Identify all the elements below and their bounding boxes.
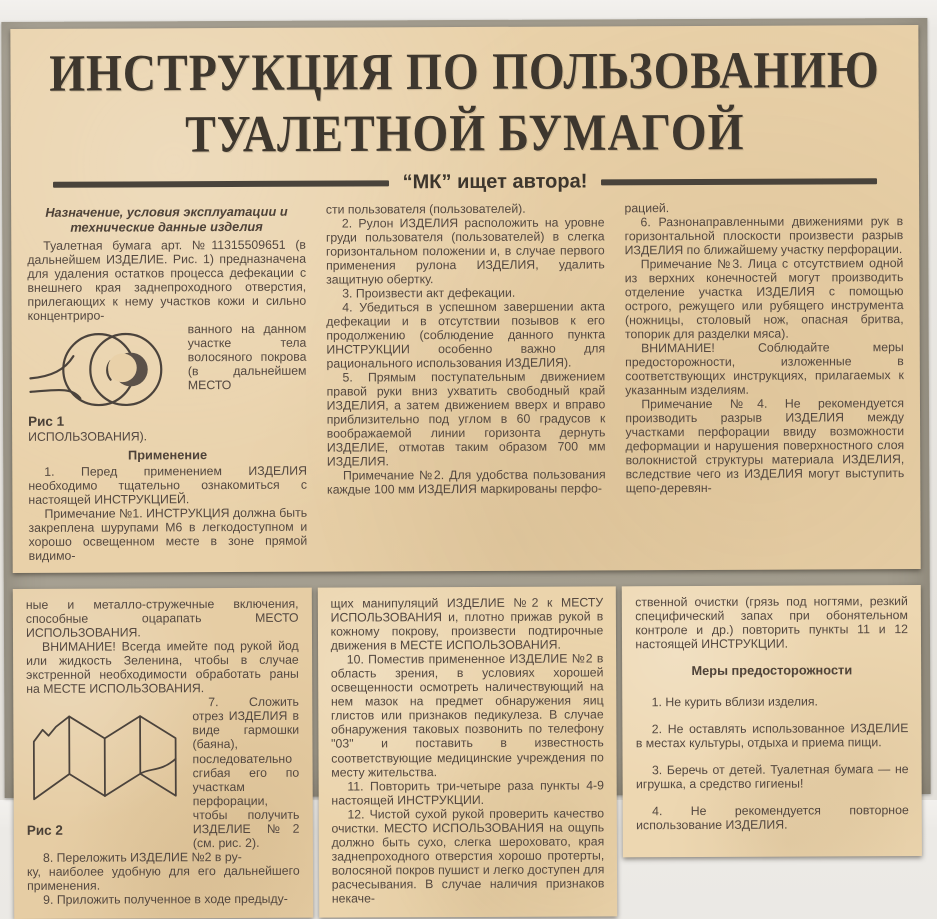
figure-1-label: Рис 1 xyxy=(28,414,65,430)
figure-1 xyxy=(28,325,180,429)
paragraph: ванного на данном участке тела волосяного покрова (в дальнейшем МЕСТО ИСПОЛЬЗОВАНИЯ). xyxy=(28,321,307,444)
paragraph: 3. Произвести акт дефекации. xyxy=(342,285,516,301)
paragraph: 1. Перед применением ИЗДЕЛИЯ необходимо тщательно ознакомиться с настоящей ИНСТРУКЦИЕЙ. xyxy=(28,463,308,508)
paragraph: ВНИМАНИЕ! Соблюдайте меры предосторожности, изложенные в соответствующих инструкциях, прилагаемых к указанным изделиям. xyxy=(625,340,904,398)
paragraph: 4. Не рекомендуется повторное использование ИЗДЕЛИЯ. xyxy=(636,803,909,833)
paragraph: ственной очистки (грязь под ногтями, резкий специфический запах при обонятельном контроле и др.) повторить пункты 11 и 12 настоящей ИНСТРУКЦИИ. xyxy=(635,594,909,652)
top-columns xyxy=(27,200,905,563)
paragraph: рацией. xyxy=(624,201,670,216)
headline-line-1: ИНСТРУКЦИЯ ПО ПОЛЬЗОВАНИЮ xyxy=(49,40,880,103)
paragraph: ВНИМАНИЕ! Всегда имейте под рукой йод или жидкость Зеленина, чтобы в случае экстренной необходимости обработать раны на МЕСТЕ ИСПОЛЬЗОВАНИЯ. xyxy=(26,639,299,697)
paragraph: 11. Повторить три-четыре раза пункты 4-9 настоящей ИНСТРУКЦИИ. xyxy=(331,777,605,808)
paragraph: щих манипуляций ИЗДЕЛИЕ №2 к МЕСТУ ИСПОЛЬЗОВАНИЯ и, плотно прижав рукой в кожному покрову, произвести подтирочные движения в МЕСТЕ ИСПОЛЬЗОВАНИЯ. xyxy=(330,595,604,653)
toilet-roll-figure-icon xyxy=(28,325,180,414)
headline-line-2: ТУАЛЕТНОЙ БУМАГОЙ xyxy=(185,102,745,164)
section-heading-application: Применение xyxy=(127,446,208,463)
paragraph: ные и металло-стружечные включения, способные оцарапать МЕСТО ИСПОЛЬЗОВАНИЯ. xyxy=(25,597,299,641)
paragraph: 10. Поместив примененное ИЗДЕЛИЕ №2 в область зрения, в условиях хорошей освещенности осмотреть наличествующий на нем мазок на предмет обнаружения яиц глистов или признаков педикулеза. В случае обнаружения таковых позвонить по телефону "03" и поставить в известность соответствующие медицинские учреждения по месту жительства. xyxy=(330,651,604,780)
paragraph: 12. Чистой сухой рукой проверить качество очистки. МЕСТО ИСПОЛЬЗОВАНИЯ на ощупь должно быть сухо, слегка шероховато, края заднепроходного отверстия хорошо протерты, волосяной покров пушист и легко доступен для расчесывания. В случае наличия признаков некаче- xyxy=(331,805,605,906)
headline xyxy=(26,39,903,166)
subtitle-row xyxy=(53,169,877,196)
bottom-column-1 xyxy=(13,588,313,919)
figure-2 xyxy=(26,699,185,839)
figure-2-flow xyxy=(26,695,299,864)
paragraph: 1. Не курить вблизи изделия. xyxy=(651,694,818,710)
top-column-2 xyxy=(326,201,606,562)
paragraph: 9. Приложить полученное в ходе предыду- xyxy=(43,891,288,907)
top-column-1 xyxy=(27,203,307,564)
cardboard-backing xyxy=(1,18,930,907)
bottom-column-3 xyxy=(622,585,922,857)
accordion-fold-figure-icon xyxy=(26,699,185,824)
bottom-columns xyxy=(13,585,922,918)
paragraph: 5. Прямым поступательным движением правой руки вниз ухватить свободный край ИЗДЕЛИЯ, а затем движением вверх и вправо приблизительно под углом в 60 градусов к воображаемой линии горизонта дернуть ИЗДЕЛИЕ, отмотав таким образом 700 мм ИЗДЕЛИЯ. xyxy=(326,369,606,469)
paragraph: Туалетная бумага арт. №11315509651 (в дальнейшем ИЗДЕЛИЕ. Рис. 1) предназначена для удаления остатков процесса дефекации с внешнего края заднепроходного отверстия, прилегающих к нему участков кожи и сильно концентриро- xyxy=(27,237,307,324)
paragraph: 4. Убедиться в успешном завершении акта дефекации и в отсутствии позывов к его продолжению (соблюдение данного пункта ИНСТРУКЦИИ особенно важно для рационального использования ИЗДЕЛИЯ). xyxy=(326,299,606,371)
paragraph: Примечание №1. ИНСТРУКЦИЯ должна быть закреплена шурупами М6 в легкодоступном и хорошо освещенном месте в зоне прямой видимо- xyxy=(28,505,308,564)
newspaper-clipping-top xyxy=(10,25,920,573)
paragraph: 8. Переложить ИЗДЕЛИЕ №2 в ру- xyxy=(42,849,242,865)
subtitle-text: “МК” ищет автора! xyxy=(402,170,588,194)
paragraph: Примечание №2. Для удобства пользования каждые 100 мм ИЗДЕЛИЯ маркированы перфо- xyxy=(326,467,606,497)
paragraph: сти пользователя (пользователей). xyxy=(325,201,526,217)
paragraph: ку, наиболее удобную для его дальнейшего применения. xyxy=(26,863,300,893)
bottom-column-2 xyxy=(317,587,617,918)
section-heading-purpose: Назначение, условия эксплуатации и технические данные изделия xyxy=(45,203,288,235)
subtitle-rule-right xyxy=(601,178,877,185)
paragraph: 7. Сложить отрез ИЗДЕЛИЯ в виде гармошки (баяна), последовательно сгибая его по участкам перфорации, чтобы получить ИЗДЕЛИЕ №2 (см. рис. 2). xyxy=(192,695,300,850)
paragraph: 2. Рулон ИЗДЕЛИЯ расположить на уровне груди пользователя (пользователей) в слегка горизонтальном положении и, в случае первого применения рулона ИЗДЕЛИЯ, удалить защитную обертку. xyxy=(325,215,605,287)
subtitle-rule-left xyxy=(53,180,389,187)
top-column-3 xyxy=(624,200,904,561)
paragraph: 3. Беречь от детей. Туалетная бумага — не игрушка, а средство гигиены! xyxy=(635,762,909,792)
paragraph: 6. Разнонаправленными движениями рук в горизонтальной плоскости произвести разрыв ИЗДЕЛИЯ по ближайшему участку перфорации. xyxy=(624,214,904,258)
figure-2-label: Рис 2 xyxy=(26,823,63,839)
figure-1-flow xyxy=(28,322,307,444)
paragraph: Примечание №4. Не рекомендуется производить разрыв ИЗДЕЛИЯ между участками перфорации ввиду возможности деформации и нарушения поверхностного слоя волокнистой структуры материала ИЗДЕЛИЯ, вследствие чего из ИЗДЕЛИЯ могут выступить щепо-деревян- xyxy=(625,396,905,496)
paragraph: 2. Не оставлять использованное ИЗДЕЛИЕ в местах культуры, отдыха и приема пищи. xyxy=(635,721,909,751)
paragraph: Примечание №3. Лица с отсутствием одной из верхних конечностей могут производить отделение участка ИЗДЕЛИЯ с помощью острого, режущего или рубящего инструмента (ножницы, столовый нож, опасная бритва, топорик для разделки мяса). xyxy=(624,256,904,342)
section-heading-precautions: Меры предосторожности xyxy=(691,662,853,679)
